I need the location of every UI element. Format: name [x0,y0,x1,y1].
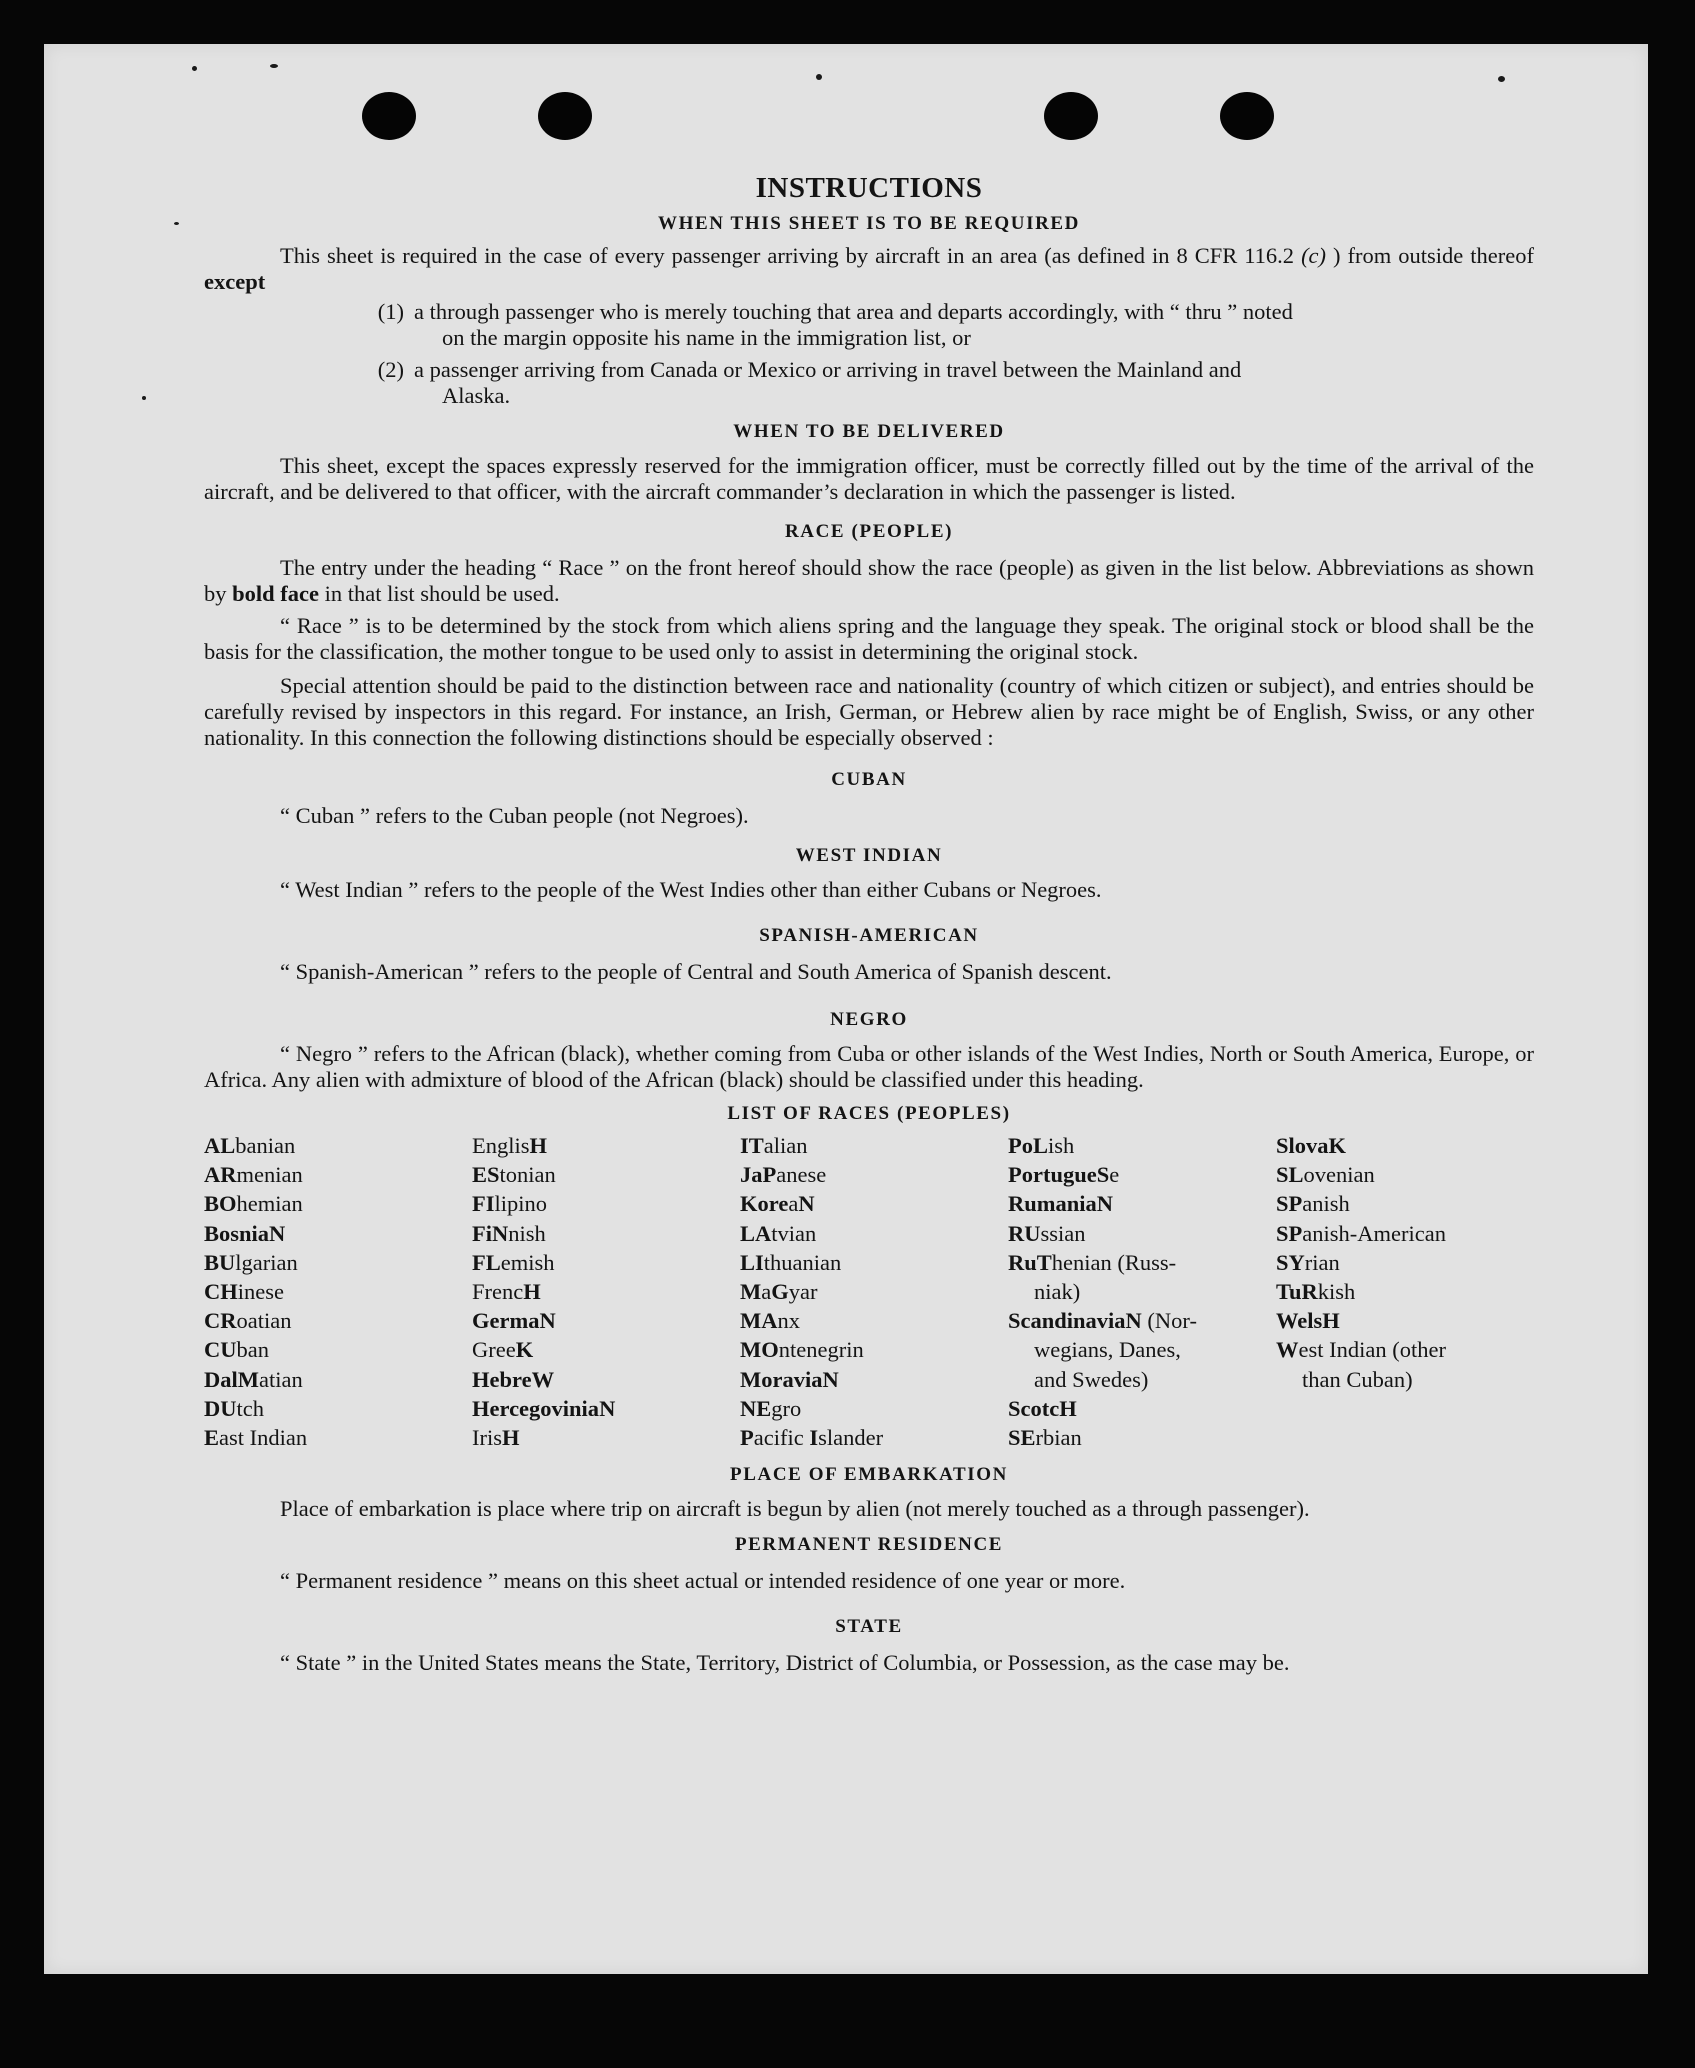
delivered-text: This sheet, except the spaces expressly reserved for the immigration officer, must be correctly filled out by the time of the arrival of the aircraft, and be delivered to that officer, with the aircraft commander’s declaration in which the passenger is listed. [204,453,1534,504]
spanish-american-text: “ Spanish-American ” refers to the people of Central and South America of Spanish descent. [280,959,1112,984]
speck [142,396,146,400]
item-text: a through passenger who is merely touching that area and departs accordingly, with “ thru ” noted [414,299,1293,324]
race-entry: HercegoviniaN [472,1395,616,1421]
section-heading-residence: PERMANENT RESIDENCE [734,1534,1004,1556]
race-entry: DUtch [204,1395,264,1421]
race-entry: GreeK [472,1337,534,1363]
race-entry: WelsH [1276,1308,1340,1334]
race-paragraph-1 [204,555,1534,607]
race-entry: GermaN [472,1308,556,1334]
race-entry: MAnx [740,1308,800,1334]
race-entry: BOhemian [204,1191,303,1217]
race-entry: RuThenian (Russ- [1008,1249,1177,1275]
races-column [1276,1131,1534,1452]
list-item [204,299,1534,351]
race-entry: BosniaN [204,1220,286,1246]
race-p1-text: The entry under the heading “ Race ” on the front hereof should show the race (people) as given in the list below. Abbreviations as shown by [204,555,1534,606]
race-entry: SYrian [1276,1249,1340,1275]
speck [192,66,197,71]
race-entry: DalMatian [204,1366,303,1392]
race-entry: SlovaK [1276,1133,1347,1158]
section-heading-delivered: WHEN TO BE DELIVERED [733,421,1005,442]
races-column [1008,1131,1276,1452]
race-entry: TuRkish [1276,1279,1356,1305]
list-item [204,357,1534,409]
item-number: (1) [377,299,404,324]
speck [270,64,278,68]
races-list [204,1131,1534,1452]
race-entry: Pacific Islander [740,1425,884,1451]
section-heading-list: LIST OF RACES (PEOPLES) [727,1103,1011,1124]
required-intro-except: except [204,269,266,294]
state-text: “ State ” in the United States means the State, Territory, District of Columbia, or Possession, as the case may be. [280,1650,1290,1676]
instructions-content [204,172,1534,1676]
race-entry: RumaniaN [1008,1191,1114,1217]
required-intro [204,243,1534,295]
race-entry: FrencH [472,1279,541,1305]
race-entry: and Swedes) [1034,1366,1149,1392]
race-entry: FIlipino [472,1191,548,1217]
race-entry: EnglisH [472,1133,548,1158]
race-entry: PoLish [1008,1133,1075,1158]
race-entry: LIthuanian [740,1249,842,1275]
west-indian-text: “ West Indian ” refers to the people of the West Indies other than either Cubans or Negroes. [280,877,1102,902]
races-column [472,1131,740,1452]
race-entry: IrisH [472,1425,520,1451]
punch-hole [1044,92,1098,140]
race-p1-bold: bold face [232,581,319,606]
race-entry: LAtvian [740,1220,817,1246]
races-column [204,1131,472,1452]
race-entry: ScotcH [1008,1395,1077,1421]
required-intro-text: This sheet is required in the case of every passenger arriving by aircraft in an area (as defined in 8 CFR 116.2 [280,243,1302,268]
item-text-continued: on the margin opposite his name in the immigration list, or [442,325,971,350]
item-number: (2) [377,357,404,382]
race-entry: PortugueSe [1008,1162,1120,1188]
race-entry: West Indian (other [1276,1337,1446,1363]
section-heading-cuban: CUBAN [831,769,907,790]
speck [174,222,179,225]
residence-text: “ Permanent residence ” means on this sheet actual or intended residence of one year or more. [280,1568,1126,1594]
section-heading-negro: NEGRO [830,1009,908,1030]
race-entry: RUssian [1008,1220,1086,1246]
race-entry: ScandinaviaN (Nor- [1008,1308,1197,1334]
race-entry: niak) [1034,1279,1081,1305]
race-entry: ARmenian [204,1162,303,1188]
race-entry: ITalian [740,1133,808,1158]
punch-hole [362,92,416,140]
race-entry: FLemish [472,1249,555,1275]
section-heading-embarkation: PLACE OF EMBARKATION [730,1464,1008,1486]
race-entry: MOntenegrin [740,1337,864,1363]
negro-text: “ Negro ” refers to the African (black), whether coming from Cuba or other islands of the West Indies, North or South America, Europe, or Africa. Any alien with admixture of blood of the African (black) should be classified under this heading. [204,1041,1534,1092]
race-entry: wegians, Danes, [1034,1337,1181,1363]
races-column [740,1131,1008,1452]
section-heading-required: WHEN THIS SHEET IS TO BE REQUIRED [657,213,1081,234]
race-entry: CUban [204,1337,269,1363]
race-entry: than Cuban) [1302,1366,1413,1392]
race-paragraph-3: Special attention should be paid to the distinction between race and nationality (country of which citizen or subject), and entries should be carefully revised by inspectors in this regard. For instance, an Irish, German, or Hebrew alien by race might be of English, Swiss, or any other nationality. In this connection the following distinctions should be especially observed : [204,673,1534,750]
required-intro-c: (c) [1301,243,1327,268]
section-heading-west-indian: WEST INDIAN [795,845,943,866]
section-heading-race: RACE (PEOPLE) [784,521,954,542]
item-text: a passenger arriving from Canada or Mexico or arriving in travel between the Mainland and [414,357,1242,382]
race-entry: EStonian [472,1162,556,1188]
race-entry: BUlgarian [204,1249,298,1275]
race-entry: HebreW [472,1366,555,1392]
punch-hole [538,92,592,140]
race-entry: KoreaN [740,1191,815,1217]
race-entry: JaPanese [740,1162,827,1188]
section-heading-spanish-american: SPANISH-AMERICAN [759,925,979,946]
race-entry: SPanish-American [1276,1220,1446,1246]
item-text-continued: Alaska. [442,383,511,408]
speck [816,74,822,80]
race-entry: ALbanian [204,1133,296,1158]
embarkation-text: Place of embarkation is place where trip on aircraft is begun by alien (not merely touched as a through passenger). [280,1496,1310,1522]
race-entry: MoraviaN [740,1366,839,1392]
race-entry: SErbian [1008,1425,1082,1451]
race-entry: CRoatian [204,1308,292,1334]
race-entry: SPanish [1276,1191,1350,1217]
race-p1-text-b: in that list should be used. [319,581,560,606]
cuban-text: “ Cuban ” refers to the Cuban people (not Negroes). [280,803,749,828]
race-entry: FiNnish [472,1220,546,1246]
race-entry: MaGyar [740,1279,818,1305]
speck [1498,76,1505,82]
required-intro-text-b: ) from outside thereof [1326,243,1535,268]
race-entry: CHinese [204,1279,284,1305]
race-entry: SLovenian [1276,1162,1375,1188]
race-entry: NEgro [740,1395,802,1421]
section-heading-state: STATE [835,1616,903,1638]
page-title: INSTRUCTIONS [755,172,983,204]
race-entry: East Indian [204,1425,308,1451]
document-sheet [44,44,1648,1974]
punch-hole [1220,92,1274,140]
race-paragraph-2: “ Race ” is to be determined by the stock from which aliens spring and the language they speak. The original stock or blood shall be the basis for the classification, the mother tongue to be used only to assist in determining the original stock. [204,613,1534,664]
